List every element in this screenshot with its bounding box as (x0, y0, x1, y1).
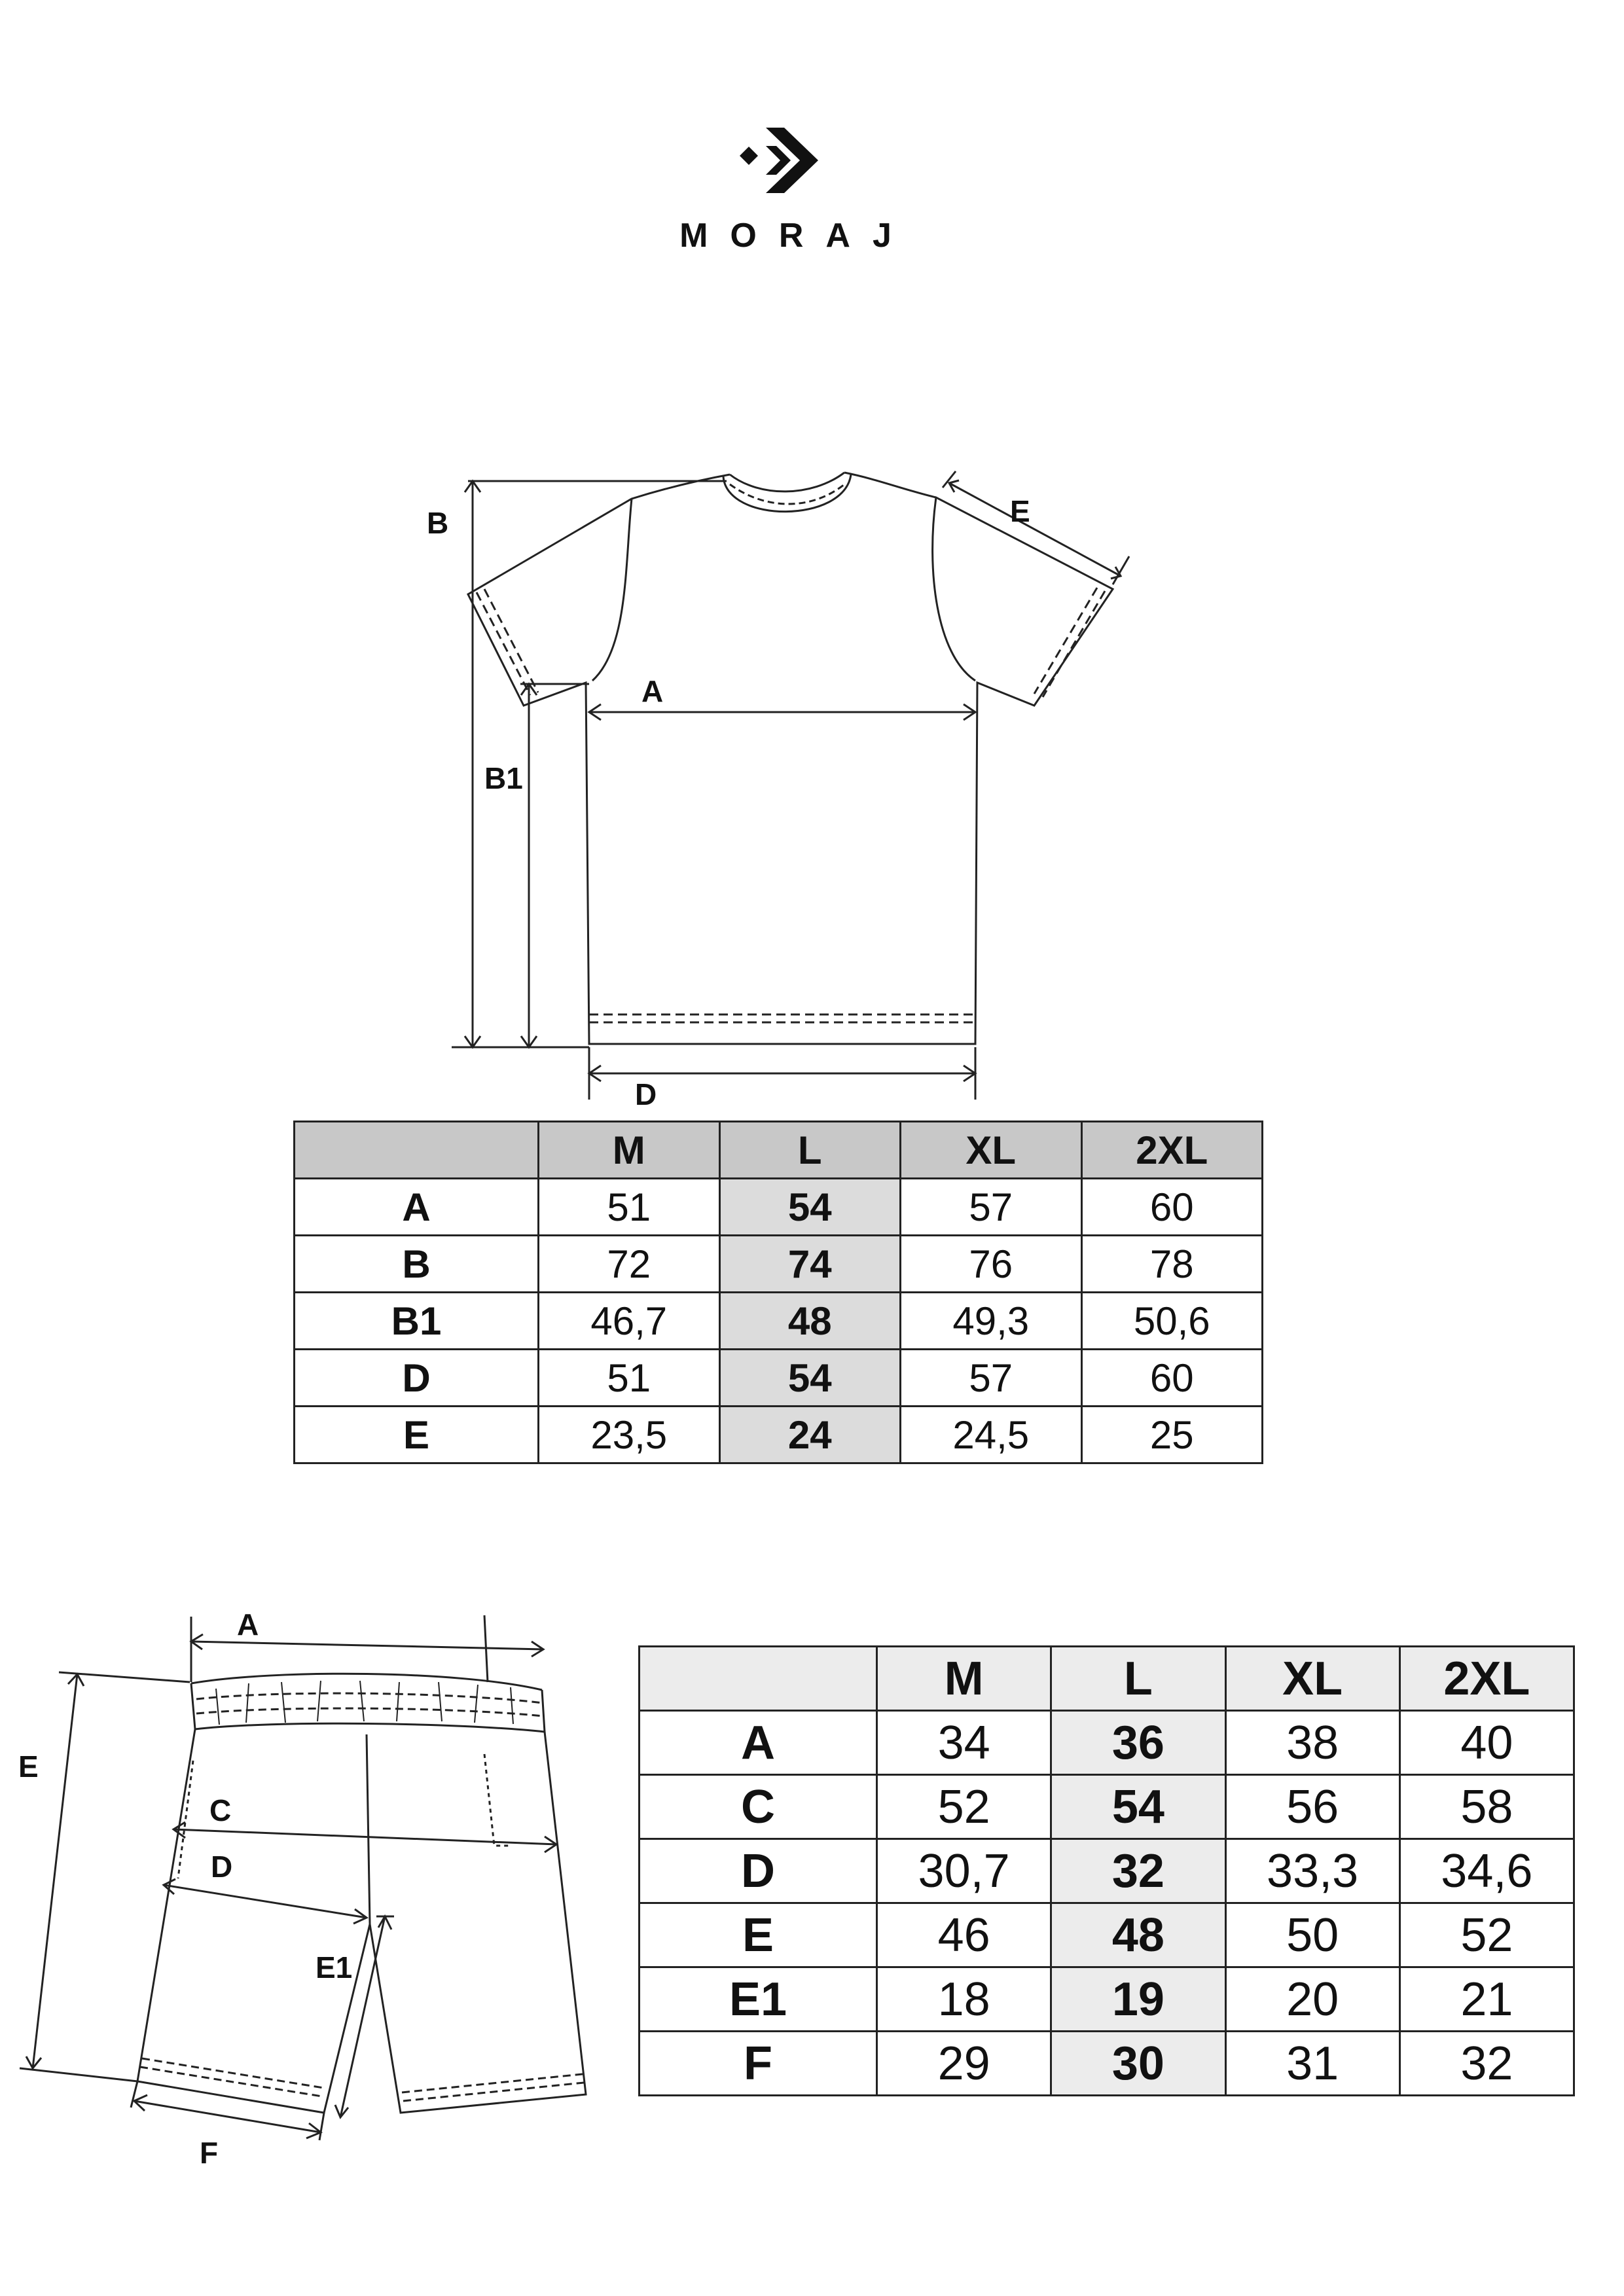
table-cell: 19 (1051, 1967, 1225, 2032)
table-header-row (295, 1122, 1263, 1179)
table-cell: 46 (877, 1903, 1051, 1967)
table-cell: 38 (1225, 1711, 1399, 1775)
table-cell: 23,5 (539, 1407, 720, 1463)
row-label: F (640, 2032, 877, 2096)
table-cell: 46,7 (539, 1293, 720, 1350)
table-cell: 32 (1051, 1839, 1225, 1903)
table-cell: 48 (1051, 1903, 1225, 1967)
table-cell: 24,5 (901, 1407, 1082, 1463)
table-row (640, 2032, 1574, 2096)
table-row (640, 1711, 1574, 1775)
header-cell: XL (1225, 1647, 1399, 1711)
table-cell: 57 (901, 1179, 1082, 1236)
header-cell: L (719, 1122, 901, 1179)
row-label: E (295, 1407, 539, 1463)
table-cell: 50 (1225, 1903, 1399, 1967)
table-cell: 72 (539, 1236, 720, 1293)
table-row (295, 1236, 1263, 1293)
table-cell: 34,6 (1399, 1839, 1574, 1903)
label-e: E (1010, 494, 1030, 528)
header-cell: M (877, 1647, 1051, 1711)
table-row (295, 1350, 1263, 1407)
row-label: D (640, 1839, 877, 1903)
label-b1: B1 (484, 761, 523, 795)
tshirt-size-table (293, 1121, 1263, 1464)
table-cell: 40 (1399, 1711, 1574, 1775)
table-row (295, 1293, 1263, 1350)
table-cell: 30 (1051, 2032, 1225, 2096)
table-cell: 60 (1081, 1350, 1263, 1407)
table-cell: 54 (719, 1179, 901, 1236)
label-a: A (237, 1607, 259, 1641)
table-cell: 36 (1051, 1711, 1225, 1775)
table-cell: 57 (901, 1350, 1082, 1407)
row-label: B1 (295, 1293, 539, 1350)
table-cell: 25 (1081, 1407, 1263, 1463)
label-e1: E1 (316, 1950, 353, 1984)
table-row (640, 1839, 1574, 1903)
row-label: E (640, 1903, 877, 1967)
label-e: E (18, 1749, 39, 1784)
table-row (640, 1903, 1574, 1967)
label-f: F (200, 2136, 219, 2170)
table-cell: 50,6 (1081, 1293, 1263, 1350)
header-cell (295, 1122, 539, 1179)
table-cell: 33,3 (1225, 1839, 1399, 1903)
table-cell: 31 (1225, 2032, 1399, 2096)
header-cell: 2XL (1399, 1647, 1574, 1711)
table-row (640, 1967, 1574, 2032)
shorts-diagram (0, 1584, 615, 2173)
table-cell: 76 (901, 1236, 1082, 1293)
header-cell: XL (901, 1122, 1082, 1179)
table-cell: 54 (719, 1350, 901, 1407)
table-cell: 20 (1225, 1967, 1399, 2032)
row-label: D (295, 1350, 539, 1407)
header-cell: M (539, 1122, 720, 1179)
table-cell: 78 (1081, 1236, 1263, 1293)
row-label: E1 (640, 1967, 877, 2032)
table-header-row (640, 1647, 1574, 1711)
table-cell: 49,3 (901, 1293, 1082, 1350)
table-cell: 54 (1051, 1775, 1225, 1839)
table-cell: 29 (877, 2032, 1051, 2096)
table-row (295, 1407, 1263, 1463)
header-cell: L (1051, 1647, 1225, 1711)
table-cell: 52 (1399, 1903, 1574, 1967)
table-cell: 60 (1081, 1179, 1263, 1236)
row-label: B (295, 1236, 539, 1293)
shorts-size-table (638, 1645, 1575, 2096)
table-cell: 32 (1399, 2032, 1574, 2096)
table-cell: 18 (877, 1967, 1051, 2032)
label-a: A (641, 674, 664, 708)
table-cell: 58 (1399, 1775, 1574, 1839)
row-label: A (295, 1179, 539, 1236)
row-label: A (640, 1711, 877, 1775)
table-cell: 48 (719, 1293, 901, 1350)
table-cell: 34 (877, 1711, 1051, 1775)
tshirt-diagram (0, 0, 1624, 1113)
table-cell: 51 (539, 1350, 720, 1407)
table-cell: 30,7 (877, 1839, 1051, 1903)
table-row (295, 1179, 1263, 1236)
brand-name: MORAJ (679, 217, 914, 255)
table-cell: 21 (1399, 1967, 1574, 2032)
label-b: B (427, 506, 449, 540)
row-label: C (640, 1775, 877, 1839)
table-cell: 56 (1225, 1775, 1399, 1839)
table-cell: 74 (719, 1236, 901, 1293)
header-cell (640, 1647, 877, 1711)
table-cell: 51 (539, 1179, 720, 1236)
header-cell: 2XL (1081, 1122, 1263, 1179)
table-cell: 24 (719, 1407, 901, 1463)
table-row (640, 1775, 1574, 1839)
label-c: C (209, 1793, 232, 1827)
label-d: D (635, 1077, 657, 1111)
label-d: D (211, 1850, 233, 1884)
table-cell: 52 (877, 1775, 1051, 1839)
